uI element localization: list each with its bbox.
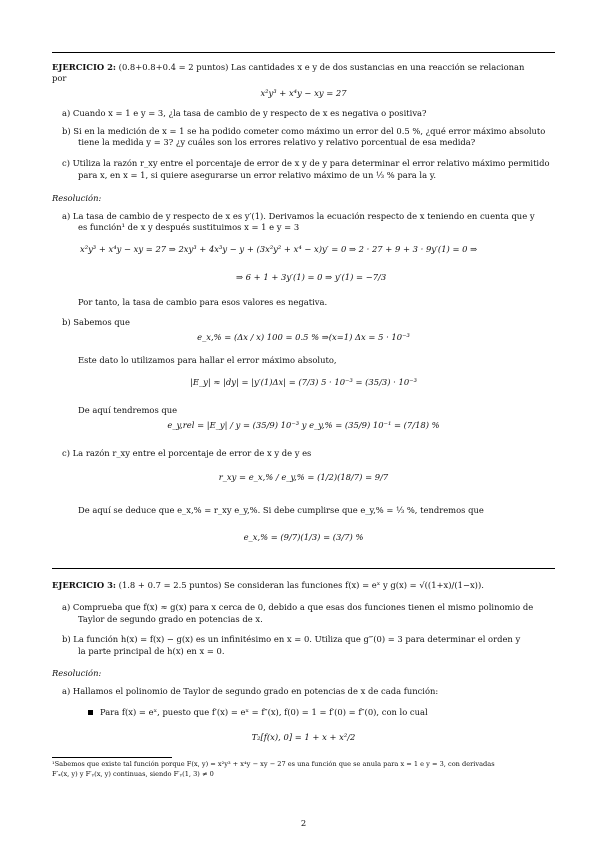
exercise-2-equation: x²y³ + x⁴y − xy = 27: [260, 88, 347, 98]
res2-c-intro: c) La razón r_xy entre el porcentaje de error de x y de y es: [62, 448, 312, 458]
middle-rule: [52, 568, 555, 569]
exercise-2-heading: EJERCICIO 2:: [52, 62, 116, 72]
top-rule: [52, 52, 555, 53]
exercise-3-part-b-line2: la parte principal de h(x) en x = 0.: [78, 646, 225, 656]
res2-b-equation-3: e_y,rel = |E_y| / y = (35/9) 10⁻³ y e_y,% = (35/9) 10⁻¹ = (7/18) %: [167, 420, 440, 430]
footnote-rule: [52, 757, 172, 758]
resolution-2-label: Resolución:: [52, 193, 102, 203]
res2-b-equation-1: e_x,% = (Δx / x) 100 = 0.5 % ⇒(x=1) Δx = 5 · 10⁻³: [197, 332, 410, 342]
res2-a-line1: a) La tasa de cambio de y respecto de x es y′(1). Derivamos la ecuación respecto de x teniendo en cuenta que y: [62, 211, 535, 221]
exercise-2-part-c-line2: para x, en x = 1, si quiere asegurarse un error relativo máximo de un ⅓ % para la y.: [78, 170, 437, 180]
exercise-2-points-cont: por: [52, 73, 67, 83]
res3-a-intro: a) Hallamos el polinomio de Taylor de segundo grado en potencias de x de cada función:: [62, 686, 439, 696]
res2-b-text-2: Este dato lo utilizamos para hallar el error máximo absoluto,: [78, 355, 337, 365]
res2-c-text-2: De aquí se deduce que e_x,% = r_xy e_y,%. Si debe cumplirse que e_y,% = ⅓ %, tendremos que: [78, 505, 484, 515]
footnote-line2: F′ₓ(x, y) y F′ᵧ(x, y) continuas, siendo F′ᵧ(1, 3) ≠ 0: [52, 770, 214, 778]
exercise-3-part-a-line1: a) Comprueba que f(x) ≈ g(x) para x cerca de 0, debido a que esas dos funciones tienen el mismo polinomio de: [62, 602, 534, 612]
exercise-2-part-a: a) Cuando x = 1 e y = 3, ¿la tasa de cambio de y respecto de x es negativa o positiva?: [62, 108, 427, 118]
footnote-line1: ¹Sabemos que existe tal función porque F(x, y) = x²y³ + x⁴y − xy − 27 es una función que se anula para x = 1 e y = 3, con derivadas: [52, 760, 495, 768]
exercise-3-points: (1.8 + 0.7 = 2.5 puntos) Se consideran las funciones f(x) = eˣ y g(x) = √((1+x)/(1−x)).: [118, 580, 484, 590]
exercise-2-part-c-line1: c) Utiliza la razón r_xy entre el porcentaje de error de x y de y para determinar el error relativo máximo permitido: [62, 158, 550, 168]
res3-taylor-polynomial: T₂[f(x), 0] = 1 + x + x²/2: [251, 732, 356, 742]
res2-a-equation-2: ⇒ 6 + 1 + 3y′(1) = 0 ⇒ y′(1) = −7/3: [236, 272, 387, 282]
page-number: 2: [300, 818, 307, 828]
exercise-2-statement: [52, 62, 524, 73]
res2-b-text-3: De aquí tendremos que: [78, 405, 178, 415]
exercise-3-part-b-line1: b) La función h(x) = f(x) − g(x) es un infinitésimo en x = 0. Utiliza que g‴(0) = 3 para determinar el orden y: [62, 634, 521, 644]
res2-c-equation-2: e_x,% = (9/7)(1/3) = (3/7) %: [243, 532, 364, 542]
res2-b-equation-2: |E_y| ≈ |dy| = |y′(1)Δx| = (7/3) 5 · 10⁻³ = (35/3) · 10⁻³: [190, 377, 417, 387]
exercise-3-statement: [52, 580, 484, 591]
res2-b-intro: b) Sabemos que: [62, 317, 130, 327]
res2-a-line2: es función¹ de x y después sustituimos x = 1 e y = 3: [78, 222, 300, 232]
resolution-3-label: Resolución:: [52, 668, 102, 678]
exercise-2-points: (0.8+0.8+0.4 = 2 puntos) Las cantidades x e y de dos sustancias en una reacción se relacionan: [118, 62, 525, 72]
res2-a-conclusion: Por tanto, la tasa de cambio para esos valores es negativa.: [78, 297, 328, 307]
exercise-2-part-b-line1: b) Si en la medición de x = 1 se ha podido cometer como máximo un error del 0.5 %, ¿qué error máximo absoluto: [62, 126, 546, 136]
exercise-3-part-a-line2: Taylor de segundo grado en potencias de x.: [78, 614, 263, 624]
res3-bullet-1: Para f(x) = eˣ, puesto que f′(x) = eˣ = f″(x), f(0) = 1 = f′(0) = f″(0), con lo cual: [100, 707, 428, 717]
res2-c-equation-1: r_xy = e_x,% / e_y,% = (1/2)(18/7) = 9/7: [218, 472, 389, 482]
exercise-2-part-b-line2: tiene la medida y = 3? ¿y cuáles son los errores relativo y relativo porcentual de esa medida?: [78, 137, 476, 147]
res2-a-equation-1: x²y³ + x⁴y − xy = 27 ⇒ 2xy³ + 4x³y − y + (3x²y² + x⁴ − x)y′ = 0 ⇒ 2 · 27 + 9 + 3 · 9y′(1) = 0 ⇒: [80, 244, 478, 254]
bullet-marker: [88, 710, 93, 715]
exercise-3-heading: EJERCICIO 3:: [52, 580, 116, 590]
